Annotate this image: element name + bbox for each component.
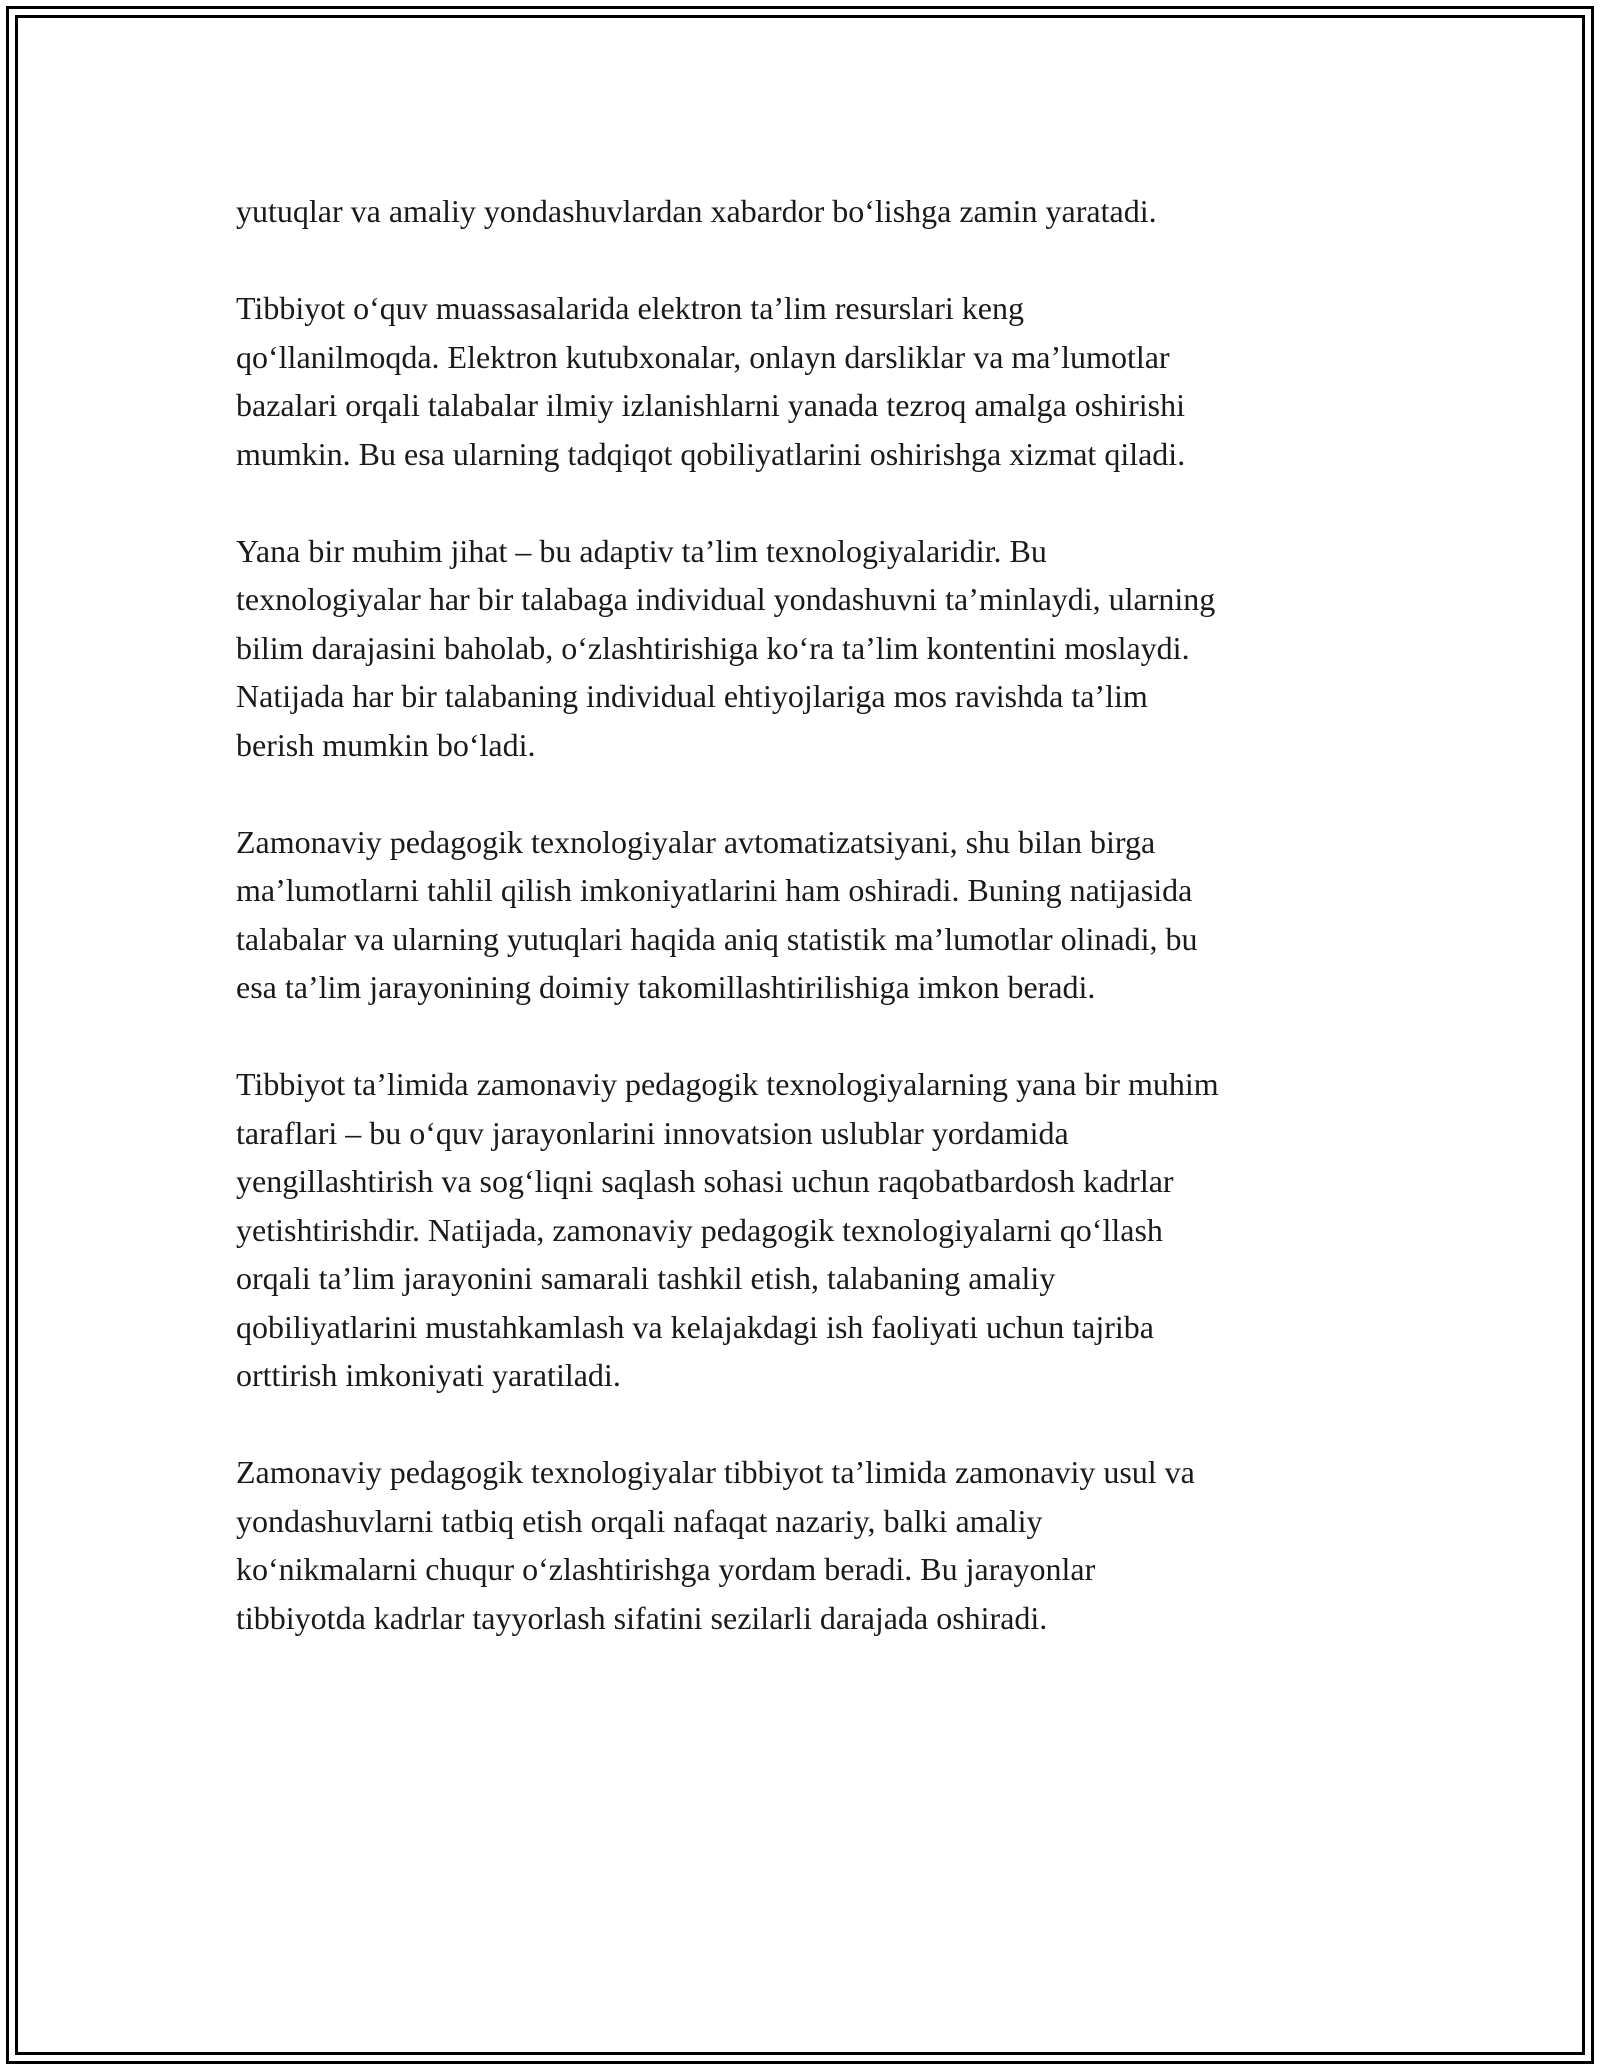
text-line: bazalari orqali talabalar ilmiy izlanishlarni yanada tezroq amalga oshirishi xyxy=(236,387,1185,423)
paragraph-4 xyxy=(236,818,1376,1012)
text-line: talabalar va ularning yutuqlari haqida aniq statistik ma’lumotlar olinadi, bu xyxy=(236,920,1198,957)
paragraph-1 xyxy=(236,187,1376,236)
paragraph-6 xyxy=(236,1448,1376,1642)
text-line: yetishtirishdir. Natijada, zamonaviy pedagogik texnologiyalarni qo‘llash xyxy=(236,1211,1163,1248)
text-line: yutuqlar va amaliy yondashuvlardan xabardor bo‘lishga zamin yaratadi. xyxy=(236,193,1157,229)
text-line: qo‘llanilmoqda. Elektron kutubxonalar, onlayn darsliklar va ma’lumotlar xyxy=(236,338,1170,375)
text-line: Yana bir muhim jihat – bu adaptiv ta’lim texnologiyalaridir. Bu xyxy=(236,532,1047,569)
text-line: yengillashtirish va sog‘liqni saqlash sohasi uchun raqobatbardosh kadrlar xyxy=(236,1163,1174,1199)
text-line: Natijada har bir talabaning individual ehtiyojlariga mos ravishda ta’lim xyxy=(236,678,1148,714)
text-line: tibbiyotda kadrlar tayyorlash sifatini sezilarli darajada oshiradi. xyxy=(236,1599,1048,1636)
text-line: taraflari – bu o‘quv jarayonlarini innovatsion uslublar yordamida xyxy=(236,1114,1069,1151)
text-line: Tibbiyot o‘quv muassasalarida elektron ta’lim resurslari keng xyxy=(236,290,1024,326)
text-line: yondashuvlarni tatbiq etish orqali nafaqat nazariy, balki amaliy xyxy=(236,1502,1043,1539)
document-body xyxy=(236,187,1376,1691)
text-line: ma’lumotlarni tahlil qilish imkoniyatlarini ham oshiradi. Buning natijasida xyxy=(236,872,1193,908)
paragraph-3 xyxy=(236,527,1376,770)
text-line: berish mumkin bo‘ladi. xyxy=(236,726,536,763)
text-line: Zamonaviy pedagogik texnologiyalar avtomatizatsiyani, shu bilan birga xyxy=(236,823,1156,860)
text-line: bilim darajasini baholab, o‘zlashtirishiga ko‘ra ta’lim kontentini moslaydi. xyxy=(236,629,1190,666)
text-line: qobiliyatlarini mustahkamlash va kelajakdagi ish faoliyati uchun tajriba xyxy=(236,1308,1154,1345)
paragraph-2 xyxy=(236,284,1376,478)
text-line: esa ta’lim jarayonining doimiy takomillashtirilishiga imkon beradi. xyxy=(236,969,1096,1005)
text-line: mumkin. Bu esa ularning tadqiqot qobiliyatlarini oshirishga xizmat qiladi. xyxy=(236,435,1186,472)
paragraph-5 xyxy=(236,1060,1376,1400)
text-line: orqali ta’lim jarayonini samarali tashkil etish, talabaning amaliy xyxy=(236,1260,1056,1296)
text-line: ko‘nikmalarni chuqur o‘zlashtirishga yordam beradi. Bu jarayonlar xyxy=(236,1551,1096,1587)
text-line: Zamonaviy pedagogik texnologiyalar tibbiyot ta’limida zamonaviy usul va xyxy=(236,1454,1195,1490)
text-line: texnologiyalar har bir talabaga individual yondashuvni ta’minlaydi, ularning xyxy=(236,581,1216,617)
text-line: orttirish imkoniyati yaratiladi. xyxy=(236,1357,621,1393)
text-line: Tibbiyot ta’limida zamonaviy pedagogik texnologiyalarning yana bir muhim xyxy=(236,1066,1219,1102)
